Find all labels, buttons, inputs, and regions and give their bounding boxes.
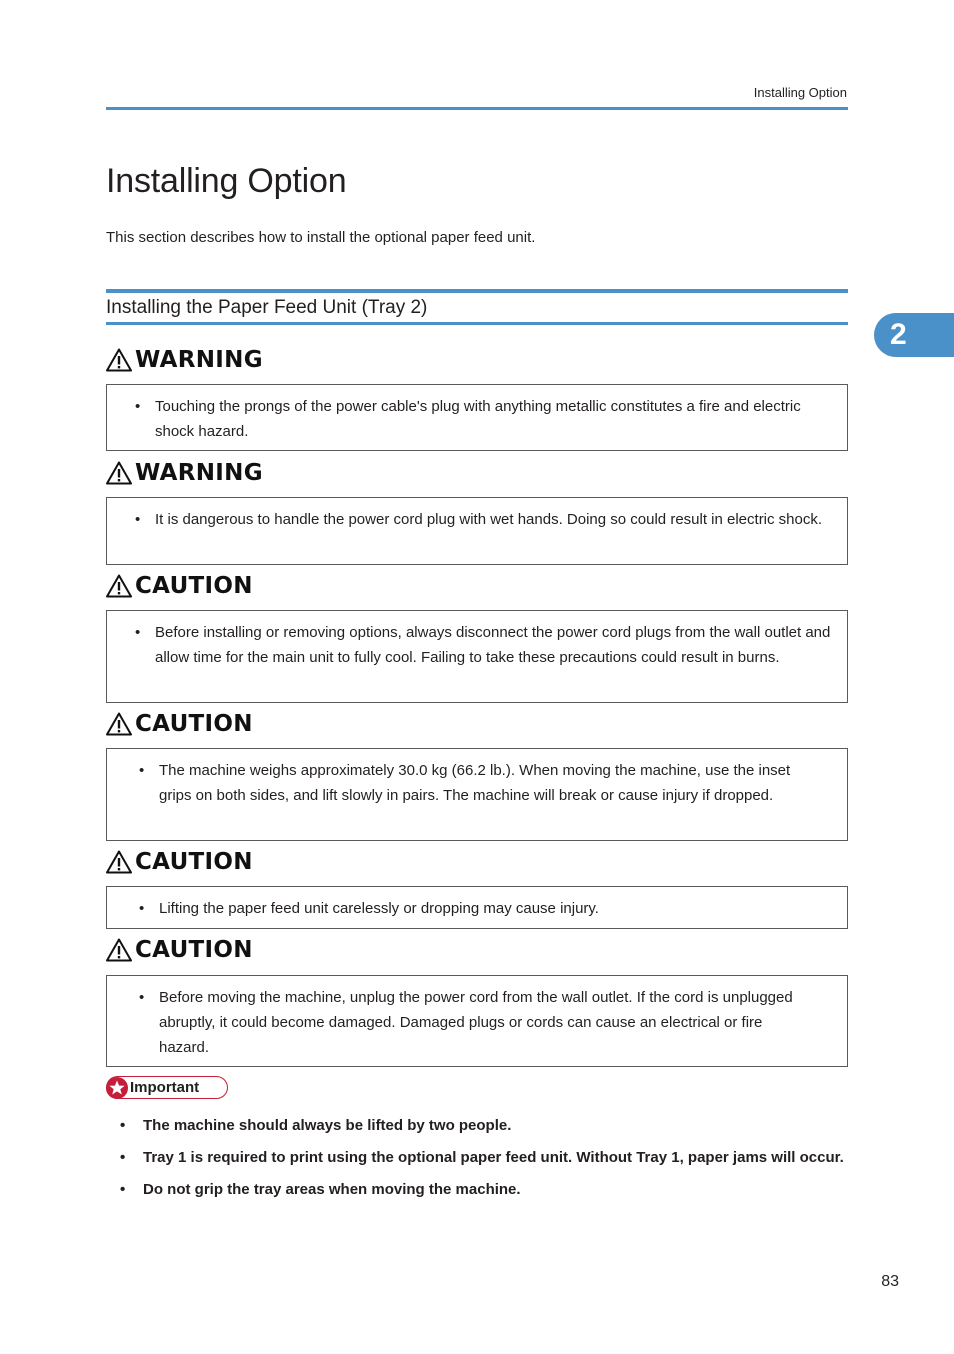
important-list [120,1113,860,1209]
caution-box [106,748,848,841]
star-icon [105,1076,129,1100]
important-badge [106,1076,228,1099]
important-item: • Do not grip the tray areas when moving the machine. [120,1177,860,1202]
page-number: 83 [881,1273,899,1290]
important-item: • Tray 1 is required to print using the optional paper feed unit. Without Tray 1, paper jams will occur. [120,1145,860,1170]
header-rule [106,107,848,110]
important-item: • The machine should always be lifted by two people. [120,1113,860,1138]
notice-label-text: CAUTION [135,573,253,599]
warning-triangle-icon [106,938,132,962]
notice-item: • Touching the prongs of the power cable's plug with anything metallic constitutes a fire and electric shock hazard. [135,394,833,444]
warning-triangle-icon [106,850,132,874]
notice-item: • The machine weighs approximately 30.0 kg (66.2 lb.). When moving the machine, use the inset grips on both sides, and lift slowly in pairs. The machine will break or cause injury if dropped. [139,758,817,808]
caution-box [106,610,848,703]
notice-item: • Before installing or removing options, always disconnect the power cord plugs from the wall outlet and allow time for the main unit to fully cool. Failing to take these precautions could result in burns. [135,620,833,670]
page-title: Installing Option [106,162,347,200]
notice-item: • Before moving the machine, unplug the power cord from the wall outlet. If the cord is unplugged abruptly, it could become damaged. Damaged plugs or cords can cause an electrical or fire hazard. [139,985,797,1060]
warning-box [106,497,848,565]
caution-box [106,975,848,1067]
running-header: Installing Option [753,85,847,100]
warning-triangle-icon [106,348,132,372]
section-heading-text: Installing the Paper Feed Unit (Tray 2) [106,297,428,318]
caution-label [106,572,253,600]
warning-triangle-icon [106,574,132,598]
caution-box [106,886,848,929]
section-heading [106,289,848,325]
warning-box [106,384,848,451]
caution-label [106,848,253,876]
warning-label [106,346,263,374]
caution-label [106,710,253,738]
notice-label-text: WARNING [135,460,263,486]
caution-label [106,936,253,964]
notice-item: • Lifting the paper feed unit carelessly or dropping may cause injury. [139,896,833,921]
warning-triangle-icon [106,461,132,485]
notice-label-text: WARNING [135,347,263,373]
notice-label-text: CAUTION [135,711,253,737]
important-label: Important [130,1079,200,1096]
chapter-tab[interactable]: 2 [874,313,954,357]
notice-item: • It is dangerous to handle the power cord plug with wet hands. Doing so could result in electric shock. [135,507,833,532]
intro-text: This section describes how to install the optional paper feed unit. [106,229,536,246]
warning-triangle-icon [106,712,132,736]
notice-label-text: CAUTION [135,937,253,963]
warning-label [106,459,263,487]
notice-label-text: CAUTION [135,849,253,875]
